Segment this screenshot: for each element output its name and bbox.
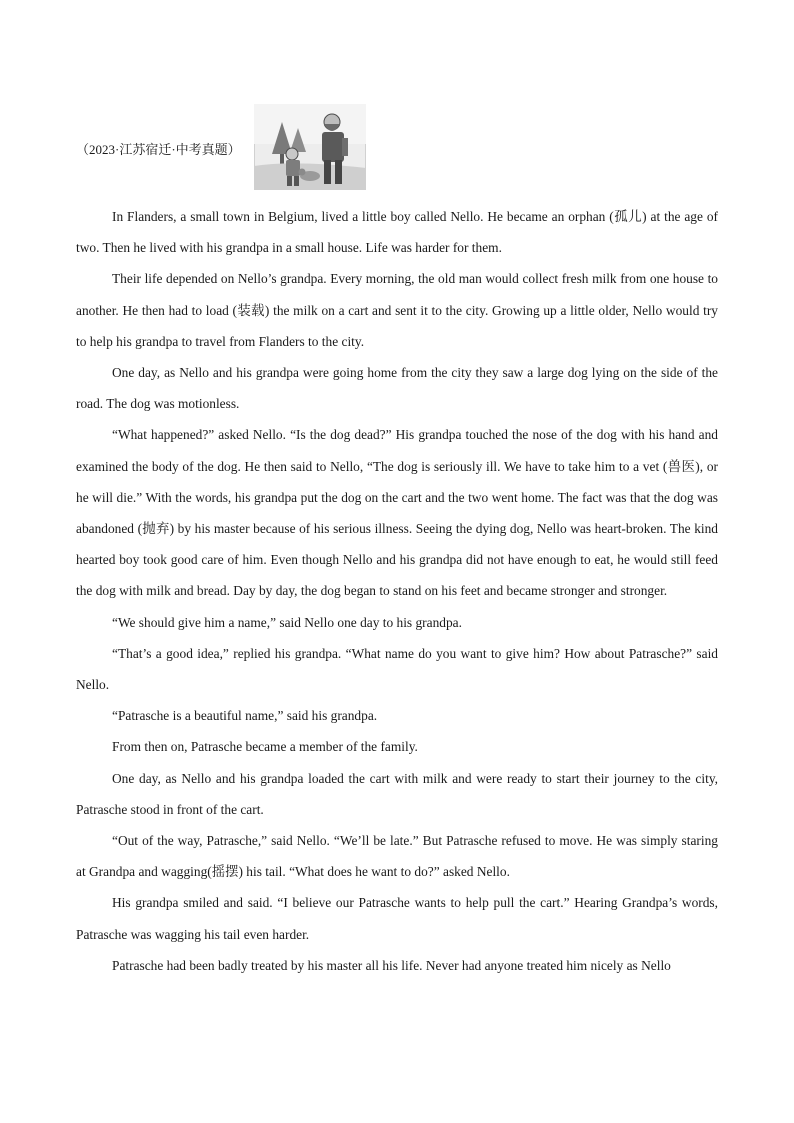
passage-paragraph-3: One day, as Nello and his grandpa were going home from the city they saw a large dog lying on the side of the road. The dog was motionless. (76, 365, 718, 412)
passage-paragraph-10: “Out of the way, Patrasche,” said Nello. “We’ll be late.” But Patrasche refused to move. He was simply staring at Grandpa and wagging(摇摆) his tail. “What does he want to do?” asked Nello. (76, 833, 718, 880)
passage (76, 201, 718, 981)
passage-paragraph-1: In Flanders, a small town in Belgium, lived a little boy called Nello. He became an orphan (孤儿) at the age of two. Then he lived with his grandpa in a small house. Life was harder for them. (76, 209, 718, 256)
passage-paragraph-8: From then on, Patrasche became a member of the family. (112, 739, 418, 755)
passage-paragraph-7: “Patrasche is a beautiful name,” said his grandpa. (112, 708, 378, 724)
story-illustration-icon (254, 104, 366, 190)
passage-paragraph-5: “We should give him a name,” said Nello one day to his grandpa. (112, 614, 462, 630)
passage-paragraph-4: “What happened?” asked Nello. “Is the dog dead?” His grandpa touched the nose of the dog with his hand and examined the body of the dog. He then said to Nello, “The dog is seriously ill. We have to take him to a vet (兽医), or he will die.” With the words, his grandpa put the dog on the cart and the two went home. The fact was that the dog was abandoned (抛弃) by his master because of his serious illness. Seeing the dying dog, Nello was heart-broken. The kind hearted boy took good care of him. Even though Nello and his grandpa did not have enough to eat, he would still feed the dog with milk and bread. Day by day, the dog began to stand on his feet and became stronger and stronger. (76, 427, 718, 599)
passage-paragraph-9: One day, as Nello and his grandpa loaded the cart with milk and were ready to start their journey to the city, Patrasche stood in front of the cart. (76, 770, 718, 817)
passage-paragraph-12: Patrasche had been badly treated by his master all his life. Never had anyone treated him nicely as Nello (112, 957, 671, 973)
passage-paragraph-6: “That’s a good idea,” replied his grandpa. “What name do you want to give him? How about Patrasche?” said Nello. (76, 645, 718, 693)
header (76, 104, 376, 192)
question-source: （2023·江苏宿迁·中考真题） (76, 142, 241, 157)
passage-paragraph-11: His grandpa smiled and said. “I believe our Patrasche wants to help pull the cart.” Hearing Grandpa’s words, Patrasche was wagging his tail even harder. (76, 895, 718, 942)
passage-paragraph-2: Their life depended on Nello’s grandpa. Every morning, the old man would collect fresh milk from one house to another. He then had to load (装载) the milk on a cart and sent it to the city. Growing up a little older, Nello would try to help his grandpa to travel from Flanders to the city. (76, 271, 718, 349)
